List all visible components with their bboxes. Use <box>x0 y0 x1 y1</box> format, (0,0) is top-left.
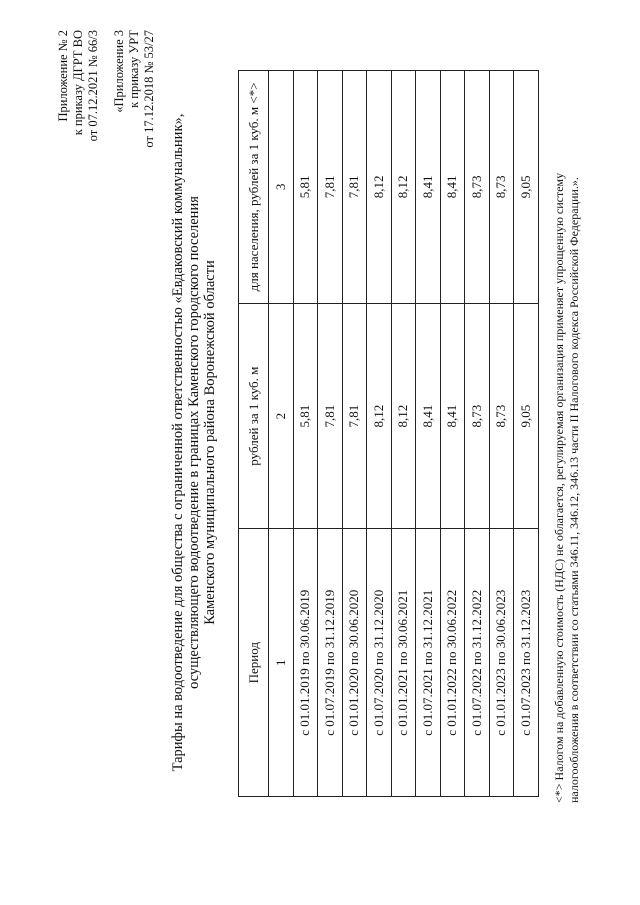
period-cell: с 01.01.2019 по 30.06.2019 <box>293 529 318 797</box>
rate-cell: 7,81 <box>318 303 343 529</box>
period-cell: с 01.01.2023 по 30.06.2023 <box>489 529 514 797</box>
table-row <box>342 71 367 797</box>
title-line-3: Каменского муниципального района Воронежской области <box>202 260 218 625</box>
tariff-table <box>238 70 539 797</box>
population-rate-cell: 8,12 <box>391 71 416 304</box>
rate-cell: 8,73 <box>489 303 514 529</box>
column-number-1: 1 <box>269 529 294 797</box>
appendix-2-line-3: от 07.12.2021 № 66/3 <box>86 30 100 142</box>
appendix-2-header <box>56 30 101 141</box>
period-cell: с 01.01.2021 по 30.06.2021 <box>391 529 416 797</box>
appendix-2-line-1: Приложение № 2 <box>56 30 70 122</box>
rate-cell: 8,12 <box>367 303 392 529</box>
appendix-3-line-2: к приказу УРТ <box>127 30 141 108</box>
rate-cell: 7,81 <box>342 303 367 529</box>
table-row <box>367 71 392 797</box>
appendix-2-line-2: к приказу ДГРТ ВО <box>71 30 85 136</box>
rate-cell: 8,12 <box>391 303 416 529</box>
table-row <box>391 71 416 797</box>
rate-cell: 5,81 <box>293 303 318 529</box>
table-row <box>489 71 514 797</box>
header-period: Период <box>239 529 269 797</box>
population-rate-cell: 8,41 <box>416 71 441 304</box>
population-rate-cell: 8,41 <box>440 71 465 304</box>
appendix-3-line-1: «Приложение 3 <box>112 30 126 113</box>
population-rate-cell: 8,12 <box>367 71 392 304</box>
rate-cell: 9,05 <box>514 303 539 529</box>
footnote-line-2: налогообложения в соответствии со статьями 346.11, 346.12, 346.13 части II Налогового кодекса Российской Федерации.». <box>567 177 581 803</box>
column-number-2: 2 <box>269 303 294 529</box>
rate-cell: 8,41 <box>440 303 465 529</box>
table-row <box>465 71 490 797</box>
column-number-3: 3 <box>269 71 294 304</box>
rate-cell: 8,41 <box>416 303 441 529</box>
appendix-3-line-3: от 17.12.2018 № 53/27 <box>142 30 156 148</box>
period-cell: с 01.07.2019 по 31.12.2019 <box>318 529 343 797</box>
period-cell: с 01.07.2022 по 31.12.2022 <box>465 529 490 797</box>
period-cell: с 01.01.2020 по 30.06.2020 <box>342 529 367 797</box>
period-cell: с 01.07.2021 по 31.12.2021 <box>416 529 441 797</box>
population-rate-cell: 5,81 <box>293 71 318 304</box>
period-cell: с 01.07.2023 по 31.12.2023 <box>514 529 539 797</box>
period-cell: с 01.01.2022 по 30.06.2022 <box>440 529 465 797</box>
footnote-line-1: <*> Налогом на добавленную стоимость (НДС) не облагается, регулируемая организация применяет упрощенную систему <box>552 172 566 803</box>
header-population-rate: для населения, рублей за 1 куб. м <*> <box>239 71 269 304</box>
population-rate-cell: 7,81 <box>342 71 367 304</box>
table-row <box>514 71 539 797</box>
table-row <box>416 71 441 797</box>
title-line-2: осуществляющего водоотведение в границах Каменского городского поселения <box>186 196 202 689</box>
period-cell: с 01.07.2020 по 31.12.2020 <box>367 529 392 797</box>
population-rate-cell: 9,05 <box>514 71 539 304</box>
footnote <box>552 70 582 803</box>
table-row <box>318 71 343 797</box>
header-rate: рублей за 1 куб. м <box>239 303 269 529</box>
rate-cell: 8,73 <box>465 303 490 529</box>
population-rate-cell: 8,73 <box>489 71 514 304</box>
population-rate-cell: 8,73 <box>465 71 490 304</box>
table-row <box>440 71 465 797</box>
population-rate-cell: 7,81 <box>318 71 343 304</box>
document-title <box>170 60 218 825</box>
appendix-3-header <box>112 30 157 148</box>
table-row <box>293 71 318 797</box>
title-line-1: Тарифы на водоотведение для общества с ограниченной ответственностью «Евдаковский коммунальник», <box>170 113 186 772</box>
table-header-row <box>239 71 269 797</box>
table-number-row <box>269 71 294 797</box>
